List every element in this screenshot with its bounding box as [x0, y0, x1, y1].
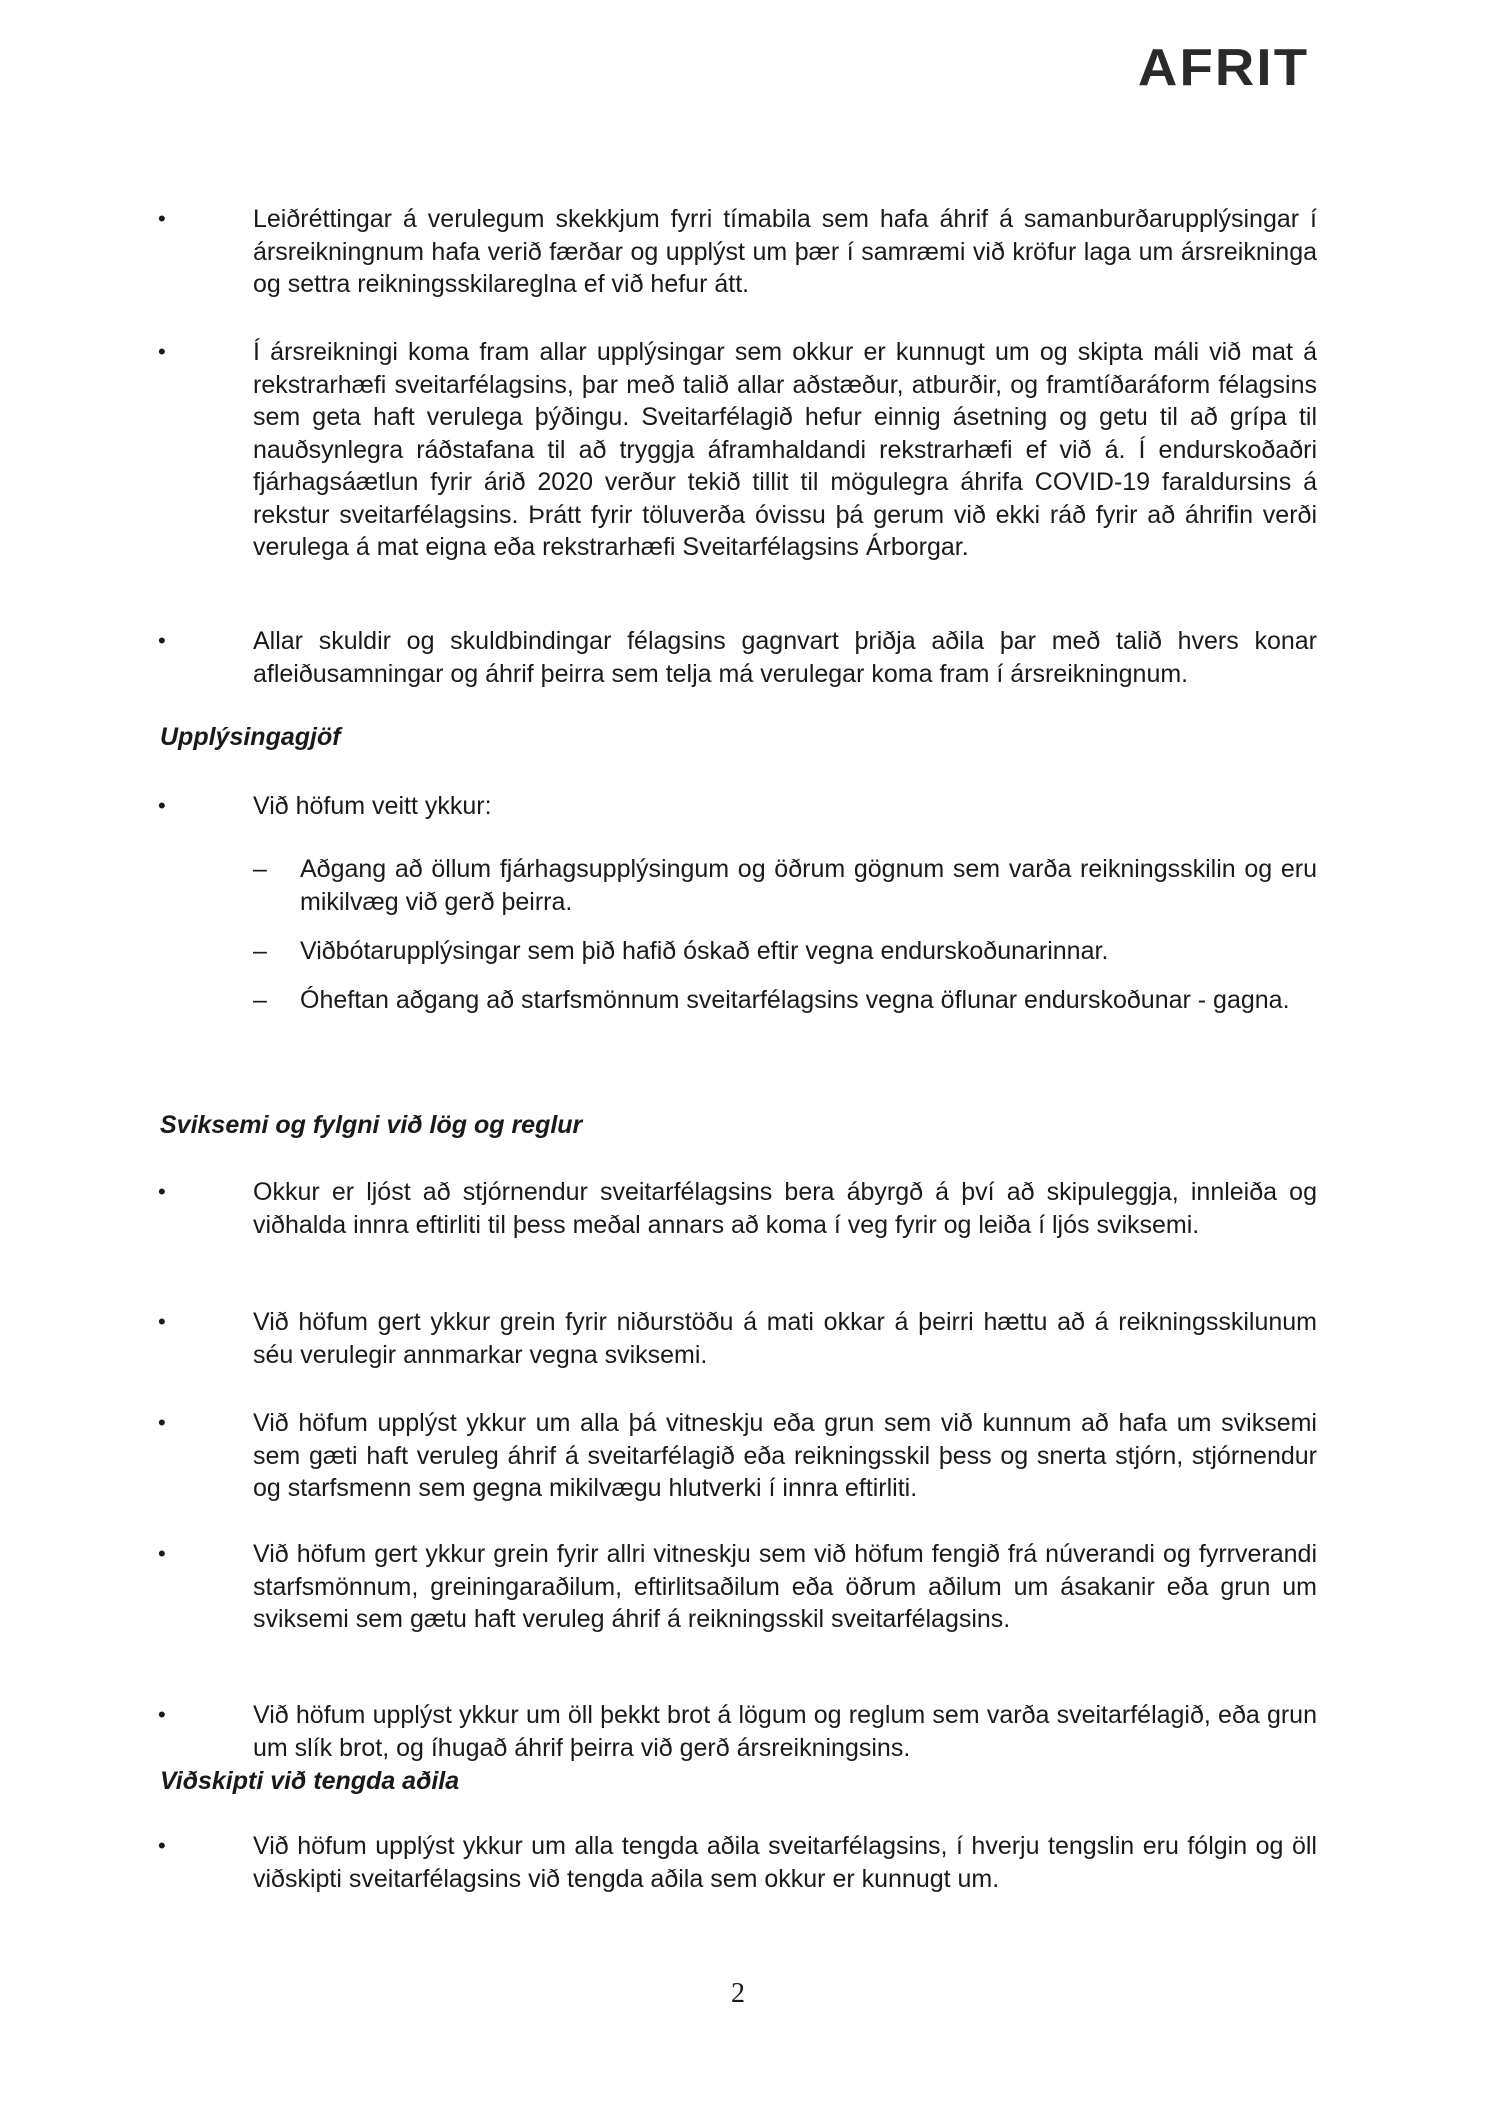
dash-icon: –: [253, 986, 267, 1014]
bullet-icon: •: [158, 1541, 166, 1566]
bullet-icon: •: [158, 1702, 166, 1727]
bullet-icon: •: [158, 1833, 166, 1858]
bullet-icon: •: [158, 1309, 166, 1334]
paragraph-going-concern: Í ársreikningi koma fram allar upplýsingar sem okkur er kunnugt um og skipta máli við mat á rekstrarhæfi sveitarfélagsins, þar með talið allar aðstæður, atburðir, og framtíðaráform félagsins sem geta haft verulega þýðingu. Sveitarfélagið hefur einnig ásetning og getu til að grípa til nauðsynlegra ráðstafana til að tryggja áframhaldandi rekstrarhæfi ef við á. Í endurskoðaðri fjárhagsáætlun fyrir árið 2020 verður tekið tillit til mögulegra áhrifa COVID-19 faraldursins á rekstur sveitarfélagsins. Þrátt fyrir töluverða óvissu þá gerum við ekki ráð fyrir að áhrifin verði verulega á mat eigna eða rekstrarhæfi Sveitarfélagsins Árborgar.: [253, 338, 1317, 561]
information-item: Viðbótarupplýsingar sem þið hafið óskað eftir vegna endurskoðunarinnar.: [300, 937, 1109, 965]
fraud-item: Okkur er ljóst að stjórnendur sveitarfélagsins bera ábyrgð á því að skipuleggja, innleiða og viðhalda innra eftirliti til þess meðal annars að koma í veg fyrir og leiða í ljós sviksemi.: [253, 1178, 1317, 1239]
bullet-icon: •: [158, 628, 166, 653]
bullet-icon: •: [158, 1410, 166, 1435]
bullet-icon: •: [158, 1179, 166, 1204]
heading-fraud: Sviksemi og fylgni við lög og reglur: [160, 1111, 583, 1139]
heading-related-parties: Viðskipti við tengda aðila: [160, 1767, 460, 1795]
fraud-item: Við höfum gert ykkur grein fyrir niðurstöðu á mati okkar á þeirri hættu að á reikningsskilunum séu verulegir annmarkar vegna sviksemi.: [253, 1308, 1317, 1369]
dash-icon: –: [253, 855, 267, 883]
dash-icon: –: [253, 937, 267, 965]
page-number: 2: [731, 1978, 745, 2009]
bullet-icon: •: [158, 793, 166, 818]
information-item: Óheftan aðgang að starfsmönnum sveitarfélagsins vegna öflunar endurskoðunar - gagna.: [300, 986, 1290, 1014]
related-parties-item: Við höfum upplýst ykkur um alla tengda aðila sveitarfélagsins, í hverju tengslin eru fólgin og öll viðskipti sveitarfélagsins við tengda aðila sem okkur er kunnugt um.: [253, 1832, 1317, 1893]
information-item: Aðgang að öllum fjárhagsupplýsingum og öðrum gögnum sem varða reikningsskilin og eru mikilvæg við gerð þeirra.: [300, 855, 1317, 916]
bullet-icon: •: [158, 339, 166, 364]
fraud-item: Við höfum upplýst ykkur um öll þekkt brot á lögum og reglum sem varða sveitarfélagið, eða grun um slík brot, og íhugað áhrif þeirra við gerð ársreikningsins.: [253, 1701, 1317, 1762]
fraud-item: Við höfum upplýst ykkur um alla þá vitneskju eða grun sem við kunnum að hafa um sviksemi sem gæti haft veruleg áhrif á sveitarfélagið eða reikningsskil þess og snerta stjórn, stjórnendur og starfsmenn sem gegna mikilvægu hlutverki í innra eftirliti.: [253, 1409, 1317, 1502]
paragraph-liabilities: Allar skuldir og skuldbindingar félagsins gagnvart þriðja aðila þar með talið hvers konar afleiðusamningar og áhrif þeirra sem telja má verulegar koma fram í ársreikningnum.: [253, 627, 1317, 688]
heading-information: Upplýsingagjöf: [160, 723, 341, 751]
information-intro: Við höfum veitt ykkur:: [253, 792, 492, 820]
bullet-icon: •: [158, 206, 166, 231]
afrit-stamp: AFRIT: [1137, 39, 1310, 97]
paragraph-corrections: Leiðréttingar á verulegum skekkjum fyrri tímabila sem hafa áhrif á samanburðarupplýsingar í ársreikningnum hafa verið færðar og upplýst um þær í samræmi við kröfur laga um ársreikninga og settra reikningsskilareglna ef við hefur átt.: [253, 205, 1317, 298]
fraud-item: Við höfum gert ykkur grein fyrir allri vitneskju sem við höfum fengið frá núverandi og fyrrverandi starfsmönnum, greiningaraðilum, eftirlitsaðilum eða öðrum aðilum um ásakanir eða grun um sviksemi sem gætu haft veruleg áhrif á reikningsskil sveitarfélagsins.: [253, 1540, 1317, 1633]
